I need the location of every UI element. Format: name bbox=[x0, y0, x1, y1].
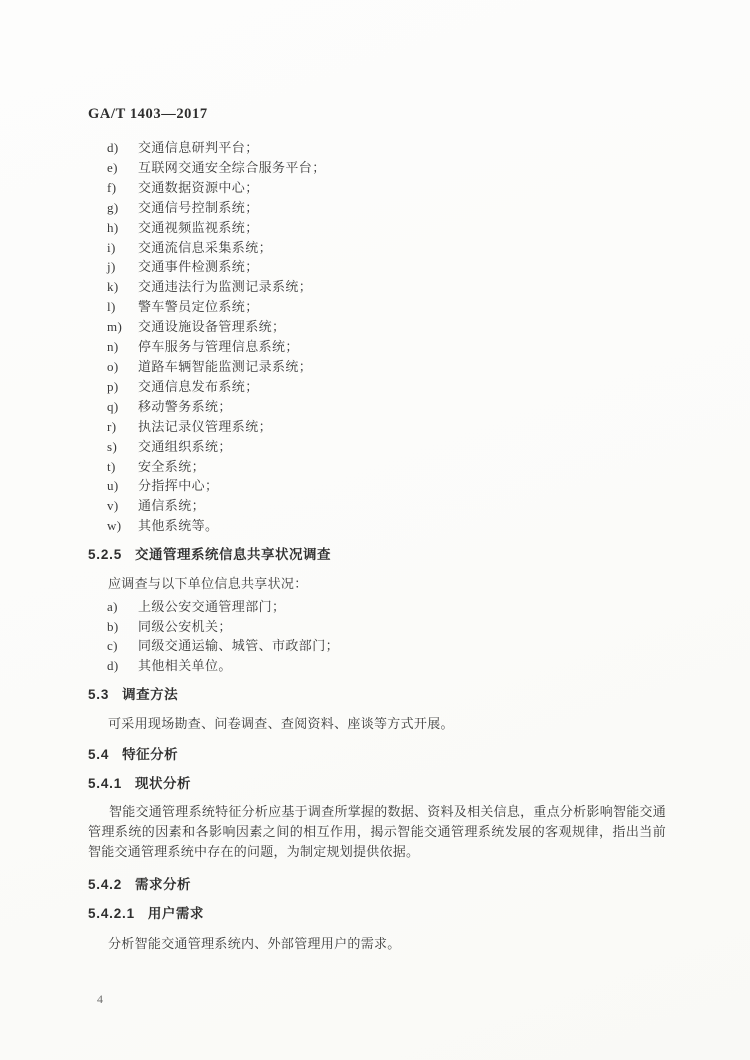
list-text: 道路车辆智能监测记录系统； bbox=[138, 358, 313, 374]
system-list-d-w bbox=[107, 138, 326, 536]
list-text: 安全系统； bbox=[138, 458, 206, 474]
share-units-list bbox=[107, 597, 339, 675]
list-text: 同级交通运输、城管、市政部门； bbox=[138, 638, 340, 654]
list-item bbox=[107, 597, 339, 617]
list-item bbox=[107, 198, 326, 218]
section-heading-5-2-5 bbox=[88, 543, 331, 563]
list-marker: o) bbox=[107, 358, 119, 374]
list-item bbox=[107, 178, 326, 198]
list-text: 互联网交通安全综合服务平台； bbox=[138, 159, 326, 175]
list-marker: k) bbox=[107, 279, 119, 295]
list-text: 上级公安交通管理部门； bbox=[138, 599, 286, 614]
list-marker: s) bbox=[107, 438, 118, 454]
section-heading-5-4-1 bbox=[88, 772, 191, 792]
section-title: 特征分析 bbox=[122, 747, 179, 762]
list-marker: e) bbox=[107, 159, 118, 175]
list-item bbox=[107, 636, 339, 656]
section-5-4-2-1-body: 分析智能交通管理系统内、外部管理用户的需求。 bbox=[108, 936, 401, 951]
section-number: 5.4 bbox=[88, 747, 110, 762]
list-text: 停车服务与管理信息系统； bbox=[138, 339, 299, 355]
section-number: 5.4.1 bbox=[88, 776, 123, 791]
list-marker: d) bbox=[107, 140, 119, 155]
list-marker: g) bbox=[107, 199, 119, 215]
section-number: 5.4.2 bbox=[88, 877, 123, 892]
list-item bbox=[107, 437, 326, 457]
list-item bbox=[107, 297, 326, 317]
list-marker: r) bbox=[107, 418, 117, 434]
list-text: 交通组织系统； bbox=[138, 438, 232, 454]
section-heading-5-4 bbox=[88, 743, 178, 763]
list-text: 交通数据资源中心； bbox=[138, 179, 259, 195]
list-text: 分指挥中心； bbox=[138, 478, 219, 494]
list-marker: q) bbox=[107, 398, 119, 414]
list-marker: f) bbox=[107, 179, 117, 195]
standard-code-header: GA/T 1403—2017 bbox=[88, 106, 208, 122]
list-item bbox=[107, 317, 326, 337]
list-text: 交通设施设备管理系统； bbox=[138, 319, 286, 335]
list-item bbox=[107, 218, 326, 238]
section-title: 交通管理系统信息共享状况调查 bbox=[135, 547, 332, 562]
section-heading-5-4-2-1 bbox=[88, 902, 204, 922]
list-marker: v) bbox=[107, 498, 119, 514]
list-marker: u) bbox=[107, 478, 119, 494]
list-text: 其他相关单位。 bbox=[138, 657, 232, 673]
section-title: 需求分析 bbox=[135, 877, 192, 892]
list-text: 同级公安机关； bbox=[138, 618, 232, 634]
list-item bbox=[107, 138, 326, 158]
list-marker: n) bbox=[107, 339, 119, 355]
list-item bbox=[107, 257, 326, 277]
list-marker: l) bbox=[107, 299, 116, 315]
list-text: 交通信号控制系统； bbox=[138, 199, 259, 215]
list-marker: a) bbox=[107, 599, 118, 614]
page-number: 4 bbox=[97, 992, 103, 1006]
list-item bbox=[107, 457, 326, 477]
section-title: 用户需求 bbox=[147, 906, 204, 921]
section-number: 5.2.5 bbox=[88, 547, 123, 562]
section-number: 5.4.2.1 bbox=[88, 906, 135, 921]
list-marker: i) bbox=[107, 239, 116, 255]
list-marker: b) bbox=[107, 618, 119, 634]
list-text: 交通视频监视系统； bbox=[138, 219, 259, 235]
list-text: 交通信息发布系统； bbox=[138, 378, 259, 394]
list-text: 交通信息研判平台； bbox=[138, 140, 259, 155]
list-marker: h) bbox=[107, 219, 119, 235]
list-marker: c) bbox=[107, 638, 118, 654]
list-item bbox=[107, 158, 326, 178]
section-5-3-body: 可采用现场勘查、问卷调查、查阅资料、座谈等方式开展。 bbox=[108, 716, 454, 731]
section-number: 5.3 bbox=[88, 687, 110, 702]
list-text: 执法记录仪管理系统； bbox=[138, 418, 273, 434]
list-text: 警车警员定位系统； bbox=[138, 299, 259, 315]
section-title: 现状分析 bbox=[135, 776, 192, 791]
list-text: 移动警务系统； bbox=[138, 398, 232, 414]
list-item bbox=[107, 277, 326, 297]
list-marker: p) bbox=[107, 378, 119, 394]
list-text: 其他系统等。 bbox=[138, 518, 219, 534]
section-heading-5-3 bbox=[88, 683, 178, 703]
list-marker: m) bbox=[107, 319, 123, 335]
list-item bbox=[107, 617, 339, 637]
list-item bbox=[107, 397, 326, 417]
list-item bbox=[107, 417, 326, 437]
list-item bbox=[107, 337, 326, 357]
list-item bbox=[107, 377, 326, 397]
list-text: 交通违法行为监测记录系统； bbox=[138, 279, 313, 295]
list-item bbox=[107, 656, 339, 676]
list-text: 交通事件检测系统； bbox=[138, 259, 259, 275]
list-item bbox=[107, 516, 326, 536]
list-marker: d) bbox=[107, 657, 119, 673]
list-item bbox=[107, 476, 326, 496]
list-text: 通信系统； bbox=[138, 498, 206, 514]
section-5-2-5-intro: 应调查与以下单位信息共享状况： bbox=[108, 576, 308, 591]
list-marker: t) bbox=[107, 458, 116, 474]
list-text: 交通流信息采集系统； bbox=[138, 239, 273, 255]
list-item bbox=[107, 238, 326, 258]
list-item bbox=[107, 496, 326, 516]
list-item bbox=[107, 357, 326, 377]
list-marker: j) bbox=[107, 259, 116, 275]
section-title: 调查方法 bbox=[122, 687, 179, 702]
section-5-4-1-paragraph: 智能交通管理系统特征分析应基于调查所掌握的数据、资料及相关信息，重点分析影响智能交通管理系统的因素和各影响因素之间的相互作用，揭示智能交通管理系统发展的客观规律，指出当前智能交通管理系统中存在的问题，为制定规划提供依据。 bbox=[88, 804, 666, 859]
section-heading-5-4-2 bbox=[88, 873, 191, 893]
list-marker: w) bbox=[107, 518, 122, 534]
